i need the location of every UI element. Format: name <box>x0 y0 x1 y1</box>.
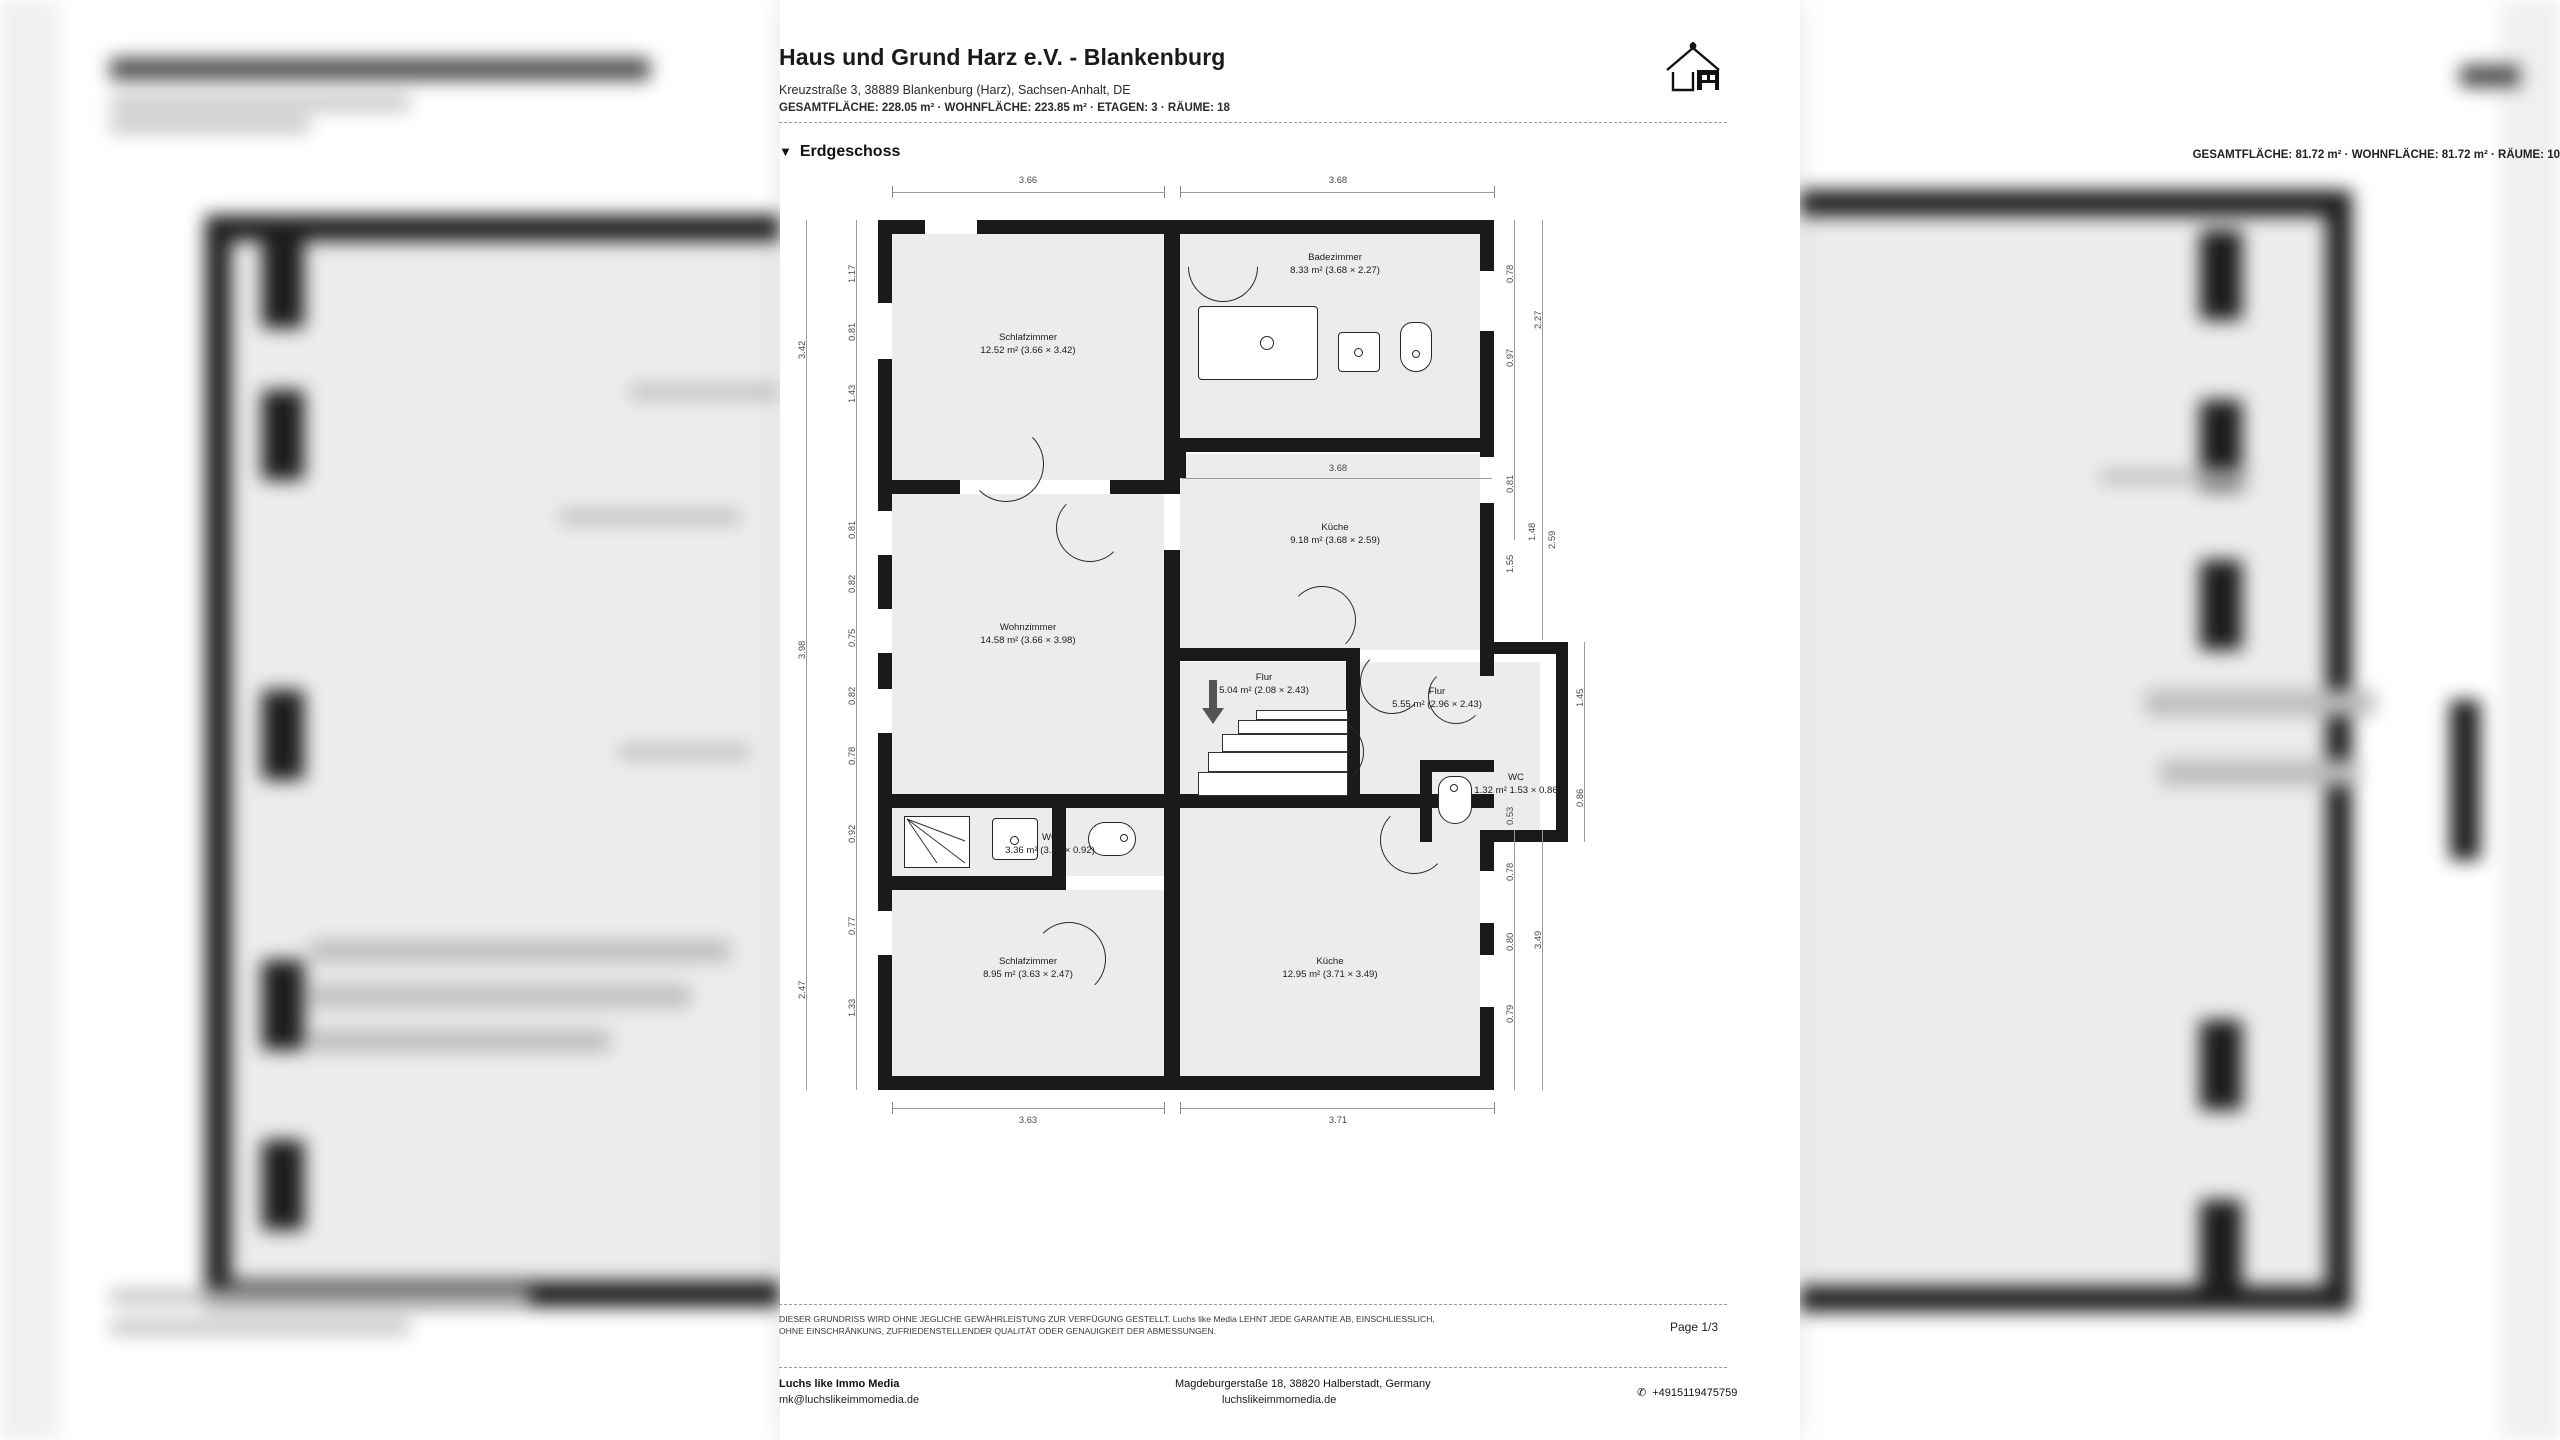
footer-divider-2 <box>779 1367 1727 1368</box>
dim-right-inner-1: 0.78 <box>1504 264 1515 284</box>
wall-interior-h-2 <box>878 480 960 494</box>
dim-left-inner-2: 0.81 <box>846 322 857 342</box>
window-left-1 <box>878 302 892 360</box>
wall-interior-h-3 <box>1110 480 1180 494</box>
dim-right-inner-9: 0.79 <box>1504 1004 1515 1024</box>
dim-right-outer-5: 3.49 <box>1532 930 1543 950</box>
dim-line-bottom-1 <box>892 1108 1164 1109</box>
wall-interior-v-3 <box>1164 808 1180 1090</box>
dim-bottom-2: 3.71 <box>1328 1114 1348 1125</box>
dim-right-inner-7: 0.78 <box>1504 862 1515 882</box>
dim-right-outer-4: 0.86 <box>1574 788 1585 808</box>
window-left-5 <box>878 910 892 956</box>
floorplan-drawing <box>796 174 1700 1290</box>
dim-line-top-1 <box>892 192 1164 193</box>
dim-right-outer-2: 2.59 <box>1546 530 1557 550</box>
room-label-kueche-1: Küche 9.18 m² (3.68 × 2.59) <box>1290 522 1380 546</box>
dim-line-right-outer <box>1542 220 1543 640</box>
footer-phone[interactable] <box>1637 1386 1737 1399</box>
window-right-1 <box>1480 270 1494 332</box>
page-title: Haus und Grund Harz e.V. - Blankenburg <box>779 44 1226 70</box>
dim-left-inner-4: 0.81 <box>846 520 857 540</box>
room-label-kueche-2: Küche 12.95 m² (3.71 × 3.49) <box>1282 956 1378 980</box>
room-label-flur-1: Flur 5.04 m² (2.08 × 2.43) <box>1219 672 1309 696</box>
dim-left-inner-10: 0.77 <box>846 916 857 936</box>
wall-exterior-right-annex <box>1556 642 1568 842</box>
dim-left-outer-2: 3.98 <box>796 640 807 660</box>
property-address: Kreuzstraße 3, 38889 Blankenburg (Harz), Sachsen-Anhalt, DE <box>779 83 1131 97</box>
room-label-flur-2: Flur 5.55 m² (2.96 × 2.43) <box>1392 686 1482 710</box>
wall-door-jamb <box>1172 452 1186 478</box>
property-stats: GESAMTFLÄCHE: 228.05 m² · WOHNFLÄCHE: 223.85 m² · ETAGEN: 3 · RÄUME: 18 <box>779 102 1230 114</box>
dim-left-inner-5: 0.82 <box>846 574 857 594</box>
caret-down-icon[interactable]: ▼ <box>779 144 792 159</box>
dim-bottom-1: 3.63 <box>1018 1114 1038 1125</box>
bath-sink-drain-icon <box>1354 348 1363 357</box>
room-fill-schlafzimmer-2 <box>892 890 1164 1080</box>
window-left-3 <box>878 608 892 654</box>
dim-left-inner-1: 1.17 <box>846 264 857 284</box>
floor-name: Erdgeschoss <box>799 143 901 160</box>
dim-line-interior <box>1182 478 1492 479</box>
dim-right-inner-2: 0.97 <box>1504 348 1515 368</box>
wall-interior-h-7 <box>1420 760 1494 772</box>
dim-left-inner-3: 1.43 <box>846 384 857 404</box>
window-right-4 <box>1480 954 1494 1008</box>
window-right-2 <box>1480 456 1494 504</box>
header-divider <box>779 122 1727 123</box>
background-page-left <box>0 0 780 1440</box>
wall-interior-h-4 <box>878 794 1494 808</box>
dim-right-inner-6: 0.53 <box>1504 806 1515 826</box>
door-arc-schlafzimmer-1 <box>968 426 1044 502</box>
dim-interior-1: 3.68 <box>1280 462 1396 473</box>
dim-line-top-2 <box>1180 192 1494 193</box>
dim-line-bottom-2 <box>1180 1108 1494 1109</box>
footer-company-address: Magdeburgerstaße 18, 38820 Halberstadt, Germany <box>1175 1378 1431 1390</box>
dim-right-outer-1: 2.27 <box>1532 310 1543 330</box>
wall-exterior-right-mid <box>1480 520 1494 650</box>
dim-right-outer-3: 1.45 <box>1574 688 1585 708</box>
bathtub-drain-icon <box>1260 336 1274 350</box>
wall-interior-h-1 <box>1164 438 1494 452</box>
bath-toilet-flush-icon <box>1412 350 1420 358</box>
dim-top-1: 3.66 <box>1018 174 1038 185</box>
wall-exterior-bottom <box>878 1076 1494 1090</box>
room-label-schlafzimmer-2: Schlafzimmer 8.95 m² (3.63 × 2.47) <box>983 956 1073 980</box>
house-logo-icon <box>1663 42 1727 94</box>
footer-phone-number: +4915119475759 <box>1652 1387 1738 1399</box>
window-top-1 <box>924 220 978 234</box>
dim-left-inner-8: 0.78 <box>846 746 857 766</box>
wall-interior-h-5 <box>878 876 1058 890</box>
floor-stats: GESAMTFLÄCHE: 81.72 m² · WOHNFLÄCHE: 81.72 m² · RÄUME: 10 <box>2192 149 2560 161</box>
dim-right-inner-5: 1.55 <box>1504 554 1515 574</box>
footer-email[interactable]: mk@luchslikeimmomedia.de <box>779 1394 920 1406</box>
room-label-badezimmer: Badezimmer 8.33 m² (3.68 × 2.27) <box>1290 252 1380 276</box>
shower-tray-fixture <box>904 816 970 868</box>
door-arc-wohnzimmer <box>1056 494 1124 562</box>
wc2-toilet-flush-icon <box>1450 784 1458 792</box>
room-label-wc-long: WC 3.36 m² (3.65 × 0.92) <box>1005 832 1095 856</box>
window-left-4 <box>878 688 892 734</box>
footer-website[interactable]: luchslikeimmomedia.de <box>1222 1394 1337 1406</box>
phone-icon: ✆ <box>1637 1387 1647 1399</box>
background-page-right <box>1800 0 2560 1440</box>
dim-top-2: 3.68 <box>1328 174 1348 185</box>
wall-interior-v-2 <box>1164 550 1180 810</box>
room-label-wohnzimmer: Wohnzimmer 14.58 m² (3.66 × 3.98) <box>980 622 1076 646</box>
dim-left-inner-9: 0.92 <box>846 824 857 844</box>
window-right-3 <box>1480 870 1494 924</box>
dim-right-inner-3: 0.81 <box>1504 474 1515 494</box>
room-label-wc-small: WC 1.32 m² 1.53 × 0.86 <box>1474 772 1558 796</box>
bath-toilet-fixture <box>1400 322 1432 372</box>
footer-divider-1 <box>779 1304 1727 1305</box>
page-number: Page 1/3 <box>1670 1320 1719 1334</box>
dim-left-outer-1: 3.42 <box>796 340 807 360</box>
dim-right-inner-4: 1.48 <box>1526 522 1537 542</box>
wall-interior-v-7 <box>1480 650 1494 676</box>
floor-title <box>779 143 900 161</box>
dim-left-outer-3: 2.47 <box>796 980 807 1000</box>
dim-left-inner-7: 0.82 <box>846 686 857 706</box>
window-left-2 <box>878 510 892 556</box>
disclaimer-text: DIESER GRUNDRISS WIRD OHNE JEGLICHE GEWÄHRLEISTUNG ZUR VERFÜGUNG GESTELLT. Luchs like Media LEHNT JEDE GARANTIE AB, EINSCHLIESSLICH, OHNE EINSCHRÄNKUNG, ZUFRIEDENSTELLENDER QUALITÄT ODER GENAUIGKEIT DER ABMESSUNGEN. <box>779 1314 1435 1337</box>
dim-left-inner-6: 0.75 <box>846 628 857 648</box>
dim-left-inner-11: 1.33 <box>846 998 857 1018</box>
door-arc-kueche-2 <box>1380 806 1448 874</box>
bathtub-fixture <box>1198 306 1318 380</box>
footer-brand: Luchs like Immo Media <box>779 1378 900 1390</box>
dim-right-inner-8: 0.80 <box>1504 932 1515 952</box>
room-label-schlafzimmer-1: Schlafzimmer 12.52 m² (3.66 × 3.42) <box>980 332 1076 356</box>
door-arc-kueche-1 <box>1288 586 1356 654</box>
